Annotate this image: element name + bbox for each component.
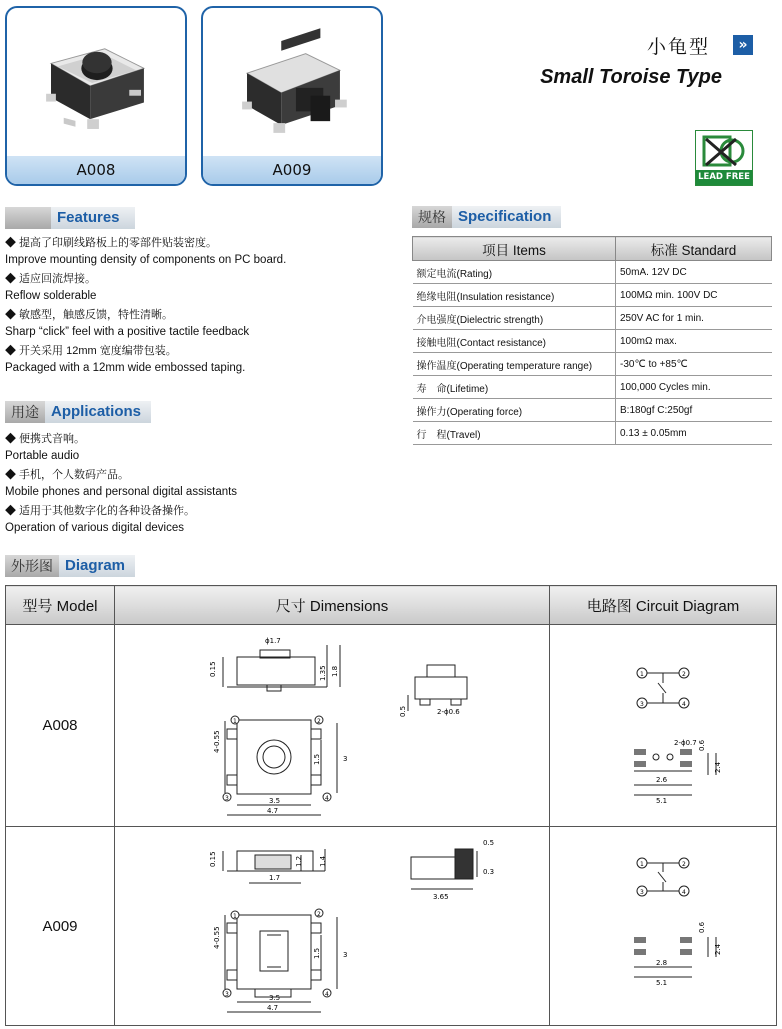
specification-table — [412, 236, 772, 445]
section-specification — [412, 206, 561, 228]
circuit-svg — [550, 827, 775, 1020]
table-row — [413, 353, 772, 376]
dim-label: 4-0.55 — [213, 730, 221, 753]
spec-value: 250V AC for 1 min. — [616, 307, 772, 330]
dim-label: 5.1 — [656, 797, 668, 805]
dim-label: 2-ϕ0.6 — [437, 708, 460, 716]
table-row — [413, 376, 772, 399]
title-cn: 小龟型 — [646, 36, 710, 58]
section-lead: 用途 — [5, 401, 45, 423]
dim-label: 2.4 — [714, 761, 722, 773]
product-card-a008 — [5, 6, 187, 186]
application-line-en: Mobile phones and personal digital assistants — [5, 486, 238, 498]
dim-label: 1.4 — [319, 855, 327, 867]
lead-free-label: LEAD FREE — [696, 170, 752, 185]
pin-number: 3 — [225, 991, 229, 998]
feature-line-en: Improve mounting density of components on PC board. — [5, 254, 287, 266]
pin-number: 3 — [640, 701, 644, 708]
spec-value: 100,000 Cycles min. — [616, 376, 772, 399]
product-photo-a008 — [7, 8, 185, 158]
dim-label: 0.3 — [483, 868, 495, 876]
dim-label: 4-0.55 — [213, 926, 221, 949]
spec-item: 接触电阻(Contact resistance) — [413, 330, 616, 353]
product-caption: A009 — [203, 156, 381, 184]
table-row — [413, 307, 772, 330]
dim-label: 3.5 — [269, 994, 281, 1002]
dimensions-svg — [115, 625, 548, 821]
section-lead: 规格 — [412, 206, 452, 228]
dim-label: 0.15 — [209, 851, 217, 867]
table-row — [413, 261, 772, 284]
spec-item: 行 程(Travel) — [413, 422, 616, 445]
dim-label: ϕ1.7 — [265, 637, 281, 645]
table-row — [413, 330, 772, 353]
application-line-en: Portable audio — [5, 450, 80, 462]
dim-label: 5.1 — [656, 979, 668, 987]
spec-value: 0.13 ± 0.05mm — [616, 422, 772, 445]
circuit-drawing-a008 — [550, 625, 777, 827]
double-chevron-right-icon: » — [733, 35, 753, 55]
col-standard: 标准 Standard — [616, 237, 772, 261]
lead-free-badge — [695, 130, 753, 186]
dim-label: 2-ϕ0.7 — [674, 739, 697, 747]
spec-value: 100mΩ max. — [616, 330, 772, 353]
dim-label: 3 — [343, 951, 348, 959]
pin-number: 2 — [317, 911, 321, 918]
spec-item: 操作温度(Operating temperature range) — [413, 353, 616, 376]
dim-label: 0.6 — [698, 921, 706, 933]
col-items: 项目 Items — [413, 237, 616, 261]
pin-number: 1 — [640, 861, 644, 868]
pin-number: 1 — [233, 718, 237, 725]
dim-label: 4.7 — [267, 1004, 279, 1012]
spec-item: 寿 命(Lifetime) — [413, 376, 616, 399]
pin-number: 1 — [640, 671, 644, 678]
application-line-en: Operation of various digital devices — [5, 522, 184, 534]
spec-item: 操作力(Operating force) — [413, 399, 616, 422]
feature-line-en: Sharp “click” feel with a positive tactile feedback — [5, 326, 250, 338]
dim-label: 1.2 — [295, 855, 303, 867]
dim-label: 1.5 — [313, 947, 321, 959]
dim-label: 3 — [343, 755, 348, 763]
feature-line-en: Reflow solderable — [5, 290, 97, 302]
dimensions-svg — [115, 827, 548, 1020]
pin-number: 4 — [682, 889, 686, 896]
pin-number: 2 — [682, 861, 686, 868]
table-row — [413, 284, 772, 307]
spec-value: B:180gf C:250gf — [616, 399, 772, 422]
section-label: Specification — [452, 206, 561, 228]
diagram-table — [5, 585, 777, 1026]
application-line-cn: ◆ 手机，个人数码产品。 — [5, 469, 130, 481]
spec-value: 100MΩ min. 100V DC — [616, 284, 772, 307]
product-caption: A008 — [7, 156, 185, 184]
pin-number: 4 — [325, 991, 329, 998]
dim-label: 0.5 — [399, 705, 407, 717]
dim-label: 3.5 — [269, 797, 281, 805]
table-row — [6, 625, 777, 827]
product-photo-a009 — [203, 8, 381, 158]
feature-line-cn: ◆ 提高了印刷线路板上的零部件贴装密度。 — [5, 237, 218, 249]
dim-label: 2.4 — [714, 943, 722, 955]
circuit-svg — [550, 625, 775, 821]
section-lead: 外形图 — [5, 555, 59, 577]
section-diagram — [5, 555, 135, 577]
model-name: A009 — [6, 827, 115, 1026]
dim-label: 0.5 — [483, 839, 495, 847]
pin-number: 2 — [317, 718, 321, 725]
dim-label: 1.7 — [269, 874, 281, 882]
dim-label: 3.65 — [433, 893, 449, 901]
dim-label: 0.15 — [209, 661, 217, 677]
feature-line-en: Packaged with a 12mm wide embossed taping. — [5, 362, 246, 374]
section-label: Applications — [45, 401, 151, 423]
section-lead — [5, 207, 51, 229]
col-model: 型号 Model — [6, 586, 115, 625]
spec-value: 50mA. 12V DC — [616, 261, 772, 284]
dim-label: 4.7 — [267, 807, 279, 815]
col-dimensions: 尺寸 Dimensions — [115, 586, 550, 625]
pin-number: 4 — [325, 795, 329, 802]
page-title: Small Toroise Type — [540, 66, 722, 88]
feature-line-cn: ◆ 敏感型，触感反馈，特性清晰。 — [5, 309, 174, 321]
pin-number: 3 — [640, 889, 644, 896]
dim-label: 1.35 — [319, 665, 327, 681]
col-circuit: 电路图 Circuit Diagram — [550, 586, 777, 625]
dim-label: 2.8 — [656, 959, 668, 967]
application-line-cn: ◆ 便携式音响。 — [5, 433, 86, 445]
feature-line-cn: ◆ 适应回流焊接。 — [5, 273, 97, 285]
spec-item: 绝缘电阻(Insulation resistance) — [413, 284, 616, 307]
table-row — [413, 399, 772, 422]
section-label: Diagram — [59, 555, 135, 577]
lead-free-logo-icon — [702, 135, 746, 169]
spec-item: 额定电流(Rating) — [413, 261, 616, 284]
table-row — [413, 422, 772, 445]
section-features — [5, 207, 135, 229]
pin-number: 3 — [225, 795, 229, 802]
pin-number: 4 — [682, 701, 686, 708]
dim-label: 1.5 — [313, 753, 321, 765]
product-card-a009 — [201, 6, 383, 186]
model-name: A008 — [6, 625, 115, 827]
table-row — [6, 827, 777, 1026]
dimensions-drawing-a008 — [115, 625, 550, 827]
circuit-drawing-a009 — [550, 827, 777, 1026]
dim-label: 1.8 — [331, 665, 339, 677]
spec-item: 介电强度(Dielectric strength) — [413, 307, 616, 330]
dim-label: 0.6 — [698, 739, 706, 751]
section-label: Features — [51, 207, 135, 229]
pin-number: 2 — [682, 671, 686, 678]
dimensions-drawing-a009 — [115, 827, 550, 1026]
section-applications — [5, 401, 151, 423]
feature-line-cn: ◆ 开关采用 12mm 宽度编带包装。 — [5, 345, 177, 357]
application-line-cn: ◆ 适用于其他数字化的各种设备操作。 — [5, 505, 196, 517]
pin-number: 1 — [233, 913, 237, 920]
dim-label: 2.6 — [656, 776, 668, 784]
spec-value: -30℃ to +85℃ — [616, 353, 772, 376]
